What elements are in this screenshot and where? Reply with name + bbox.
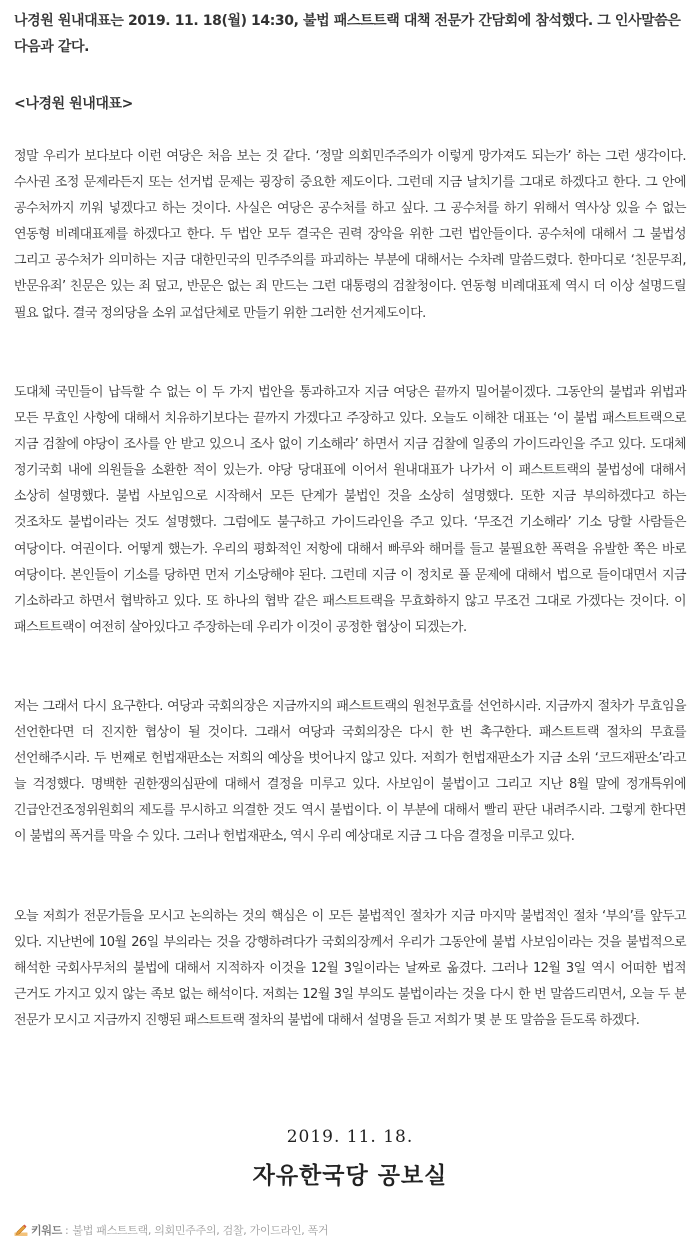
body-paragraph: 저는 그래서 다시 요구한다. 여당과 국회의장은 지금까지의 패스트트랙의 원천무효를 선언하시라. 지금까지 절차가 무효임을 선언한다면 더 진지한 협상이 될 것이다. 그래서 여당과 국회의장은 다시 한 번 촉구한다. 패스트트랙 절차의 무효를 선언해주시라. 두 번째로 헌법재판소는 저희의 예상을 벗어나지 않고 있다. 저희가 헌법재판소가 지금 소위 ‘코드재판소’라고 늘 걱정했다. 명백한 권한쟁의심판에 대해서 결정을 미루고 있다. 사보임이 불법이고 그리고 지난 8월 말에 정개특위에 긴급안건조정위원회의 제도를 무시하고 의결한 것도 역시 불법이다. 이 부분에 대해서 빨리 판단 내려주시라. 그렇게 한다면 이 불법의 폭거를 막을 수 있다. 그러나 헌법재판소, 역시 우리 예상대로 지금 그 다음 결정을 미루고 있다.: [14, 699, 686, 845]
body-paragraph: 도대체 국민들이 납득할 수 없는 이 두 가지 법안을 통과하고자 지금 여당은 끝까지 밀어붙이겠다. 그동안의 불법과 위법과 모든 무효인 사항에 대해서 치유하기보다는 끝까지 가겠다고 주장하고 있다. 오늘도 이해찬 대표는 ‘이 불법 패스트트랙으로 지금 검찰에 야당이 조사를 안 받고 있으니 조사 없이 기소해라’ 하면서 지금 검찰에 일종의 가이드라인을 주고 있다. 도대체 정기국회 내에 의원들을 소환한 적이 있는가. 야당 당대표에 이어서 원내대표가 나가서 이 패스트트랙의 불법성에 대해서 소상히 설명했다. 불법 사보임으로 시작해서 모든 단계가 불법인 것을 소상히 설명했다. 또한 지금 부의하겠다고 하는 것조차도 불법이라는 것도 설명했다. 그럼에도 불구하고 가이드라인을 주고 있다. ‘무조건 기소해라’ 기소 당할 사람들은 여당이다. 여권이다. 어떻게 했는가. 우리의 평화적인 저항에 대해서 빠루와 해머를 들고 불필요한 폭력을 유발한 쪽은 바로 여당이다. 본인들이 기소를 당하면 먼저 기소당해야 된다. 그런데 지금 이 정치로 풀 문제에 대해서 법으로 들이대면서 지금 기소하라고 하면서 협박하고 있다. 또 하나의 협박 같은 패스트트랙을 무효화하지 않고 무조건 그대로 가겠다는 것이다. 이 패스트트랙이 여전히 살아있다고 주장하는데 우리가 이것이 공정한 협상이 되겠는가.: [14, 385, 686, 635]
body-paragraph: 오늘 저희가 전문가들을 모시고 논의하는 것의 핵심은 이 모든 불법적인 절차가 지금 마지막 불법적인 절차 ‘부의’를 앞두고 있다. 지난번에 10월 26일 부의라는 것을 강행하려다가 국회의장께서 우리가 그동안에 불법 사보임이라는 것을 불법적으로 해석한 국회사무처의 불법에 대해서 지적하자 이것을 12월 3일이라는 날짜로 옮겼다. 그러나 12월 3일 역시 어떠한 법적 근거도 가지고 있지 않는 족보 없는 해석이다. 저희는 12월 3일 부의도 불법이라는 것을 다시 한 번 말씀드리면서, 오늘 두 분 전문가 모시고 지금까지 진행된 패스트트랙 절차의 불법에 대해서 설명을 듣고 저희가 몇 분 또 말씀을 듣도록 하겠다.: [14, 909, 686, 1029]
keyword-list: 불법 패스트트랙, 의회민주주의, 검찰, 가이드라인, 폭거: [72, 1224, 329, 1237]
body-paragraph: 정말 우리가 보다보다 이런 여당은 처음 보는 것 같다. ‘정말 의회민주주의가 이렇게 망가져도 되는가’ 하는 그런 생각이다. 수사권 조정 문제라든지 또는 선거법 문제는 굉장히 중요한 제도이다. 그런데 지금 날치기를 그대로 하겠다고 한다. 그 안에 공수처까지 끼워 넣겠다고 하는 것이다. 사실은 여당은 공수처를 하고 싶다. 그 공수처를 하기 위해서 역사상 있을 수 없는 연동형 비례대표제를 하겠다고 한다. 두 법안 모두 결국은 권력 장악을 위한 그런 법안들이다. 공수처에 대해서 그 불법성 그리고 공수처가 의미하는 지금 대한민국의 민주주의를 파괴하는 부분에 대해서는 수차례 말씀드렸다. 한마디로 ‘친문무죄, 반문유죄’ 친문은 있는 죄 덮고, 반문은 없는 죄 만드는 그런 대통령의 검찰청이다. 연동형 비례대표제 역시 더 이상 설명드릴 필요 없다. 결국 정의당을 소위 교섭단체로 만들기 위한 그러한 선거제도이다.: [14, 149, 686, 321]
pencil-icon: [14, 1223, 28, 1237]
keyword-bar: [14, 1220, 328, 1240]
keyword-label: 키워드: [31, 1224, 62, 1237]
keyword-separator: :: [64, 1223, 69, 1237]
release-date: 2019. 11. 18.: [286, 1127, 414, 1147]
intro-text: 나경원 원내대표는 2019. 11. 18(월) 14:30, 불법 패스트트랙 대책 전문가 간담회에 참석했다. 그 인사말씀은 다음과 같다.: [14, 13, 681, 55]
speaker-heading: <나경원 원내대표>: [14, 96, 134, 112]
organization-signature: 자유한국당 공보실: [252, 1163, 448, 1189]
